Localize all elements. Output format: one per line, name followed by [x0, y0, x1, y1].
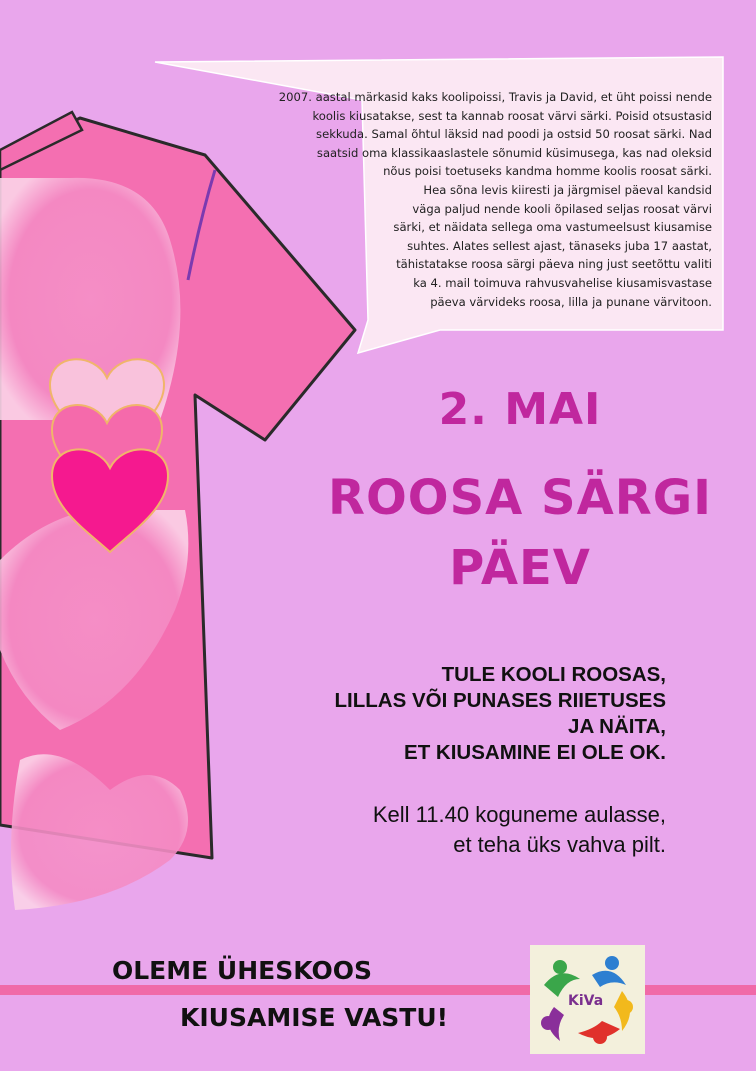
- story-text: [222, 88, 712, 311]
- event-title-line-2: PÄEV: [449, 540, 591, 596]
- kiva-logo-text: KiVa: [568, 993, 604, 1009]
- story-line: Hea sõna levis kiiresti ja järgmisel päeval kandsid: [423, 182, 712, 197]
- story-line: koolis kiusatakse, sest ta kannab roosat värvi särki. Poisid otsustasid: [312, 108, 712, 123]
- info-line: Kell 11.40 koguneme aulasse,: [372, 802, 666, 827]
- story-line: suhtes. Alates sellest ajast, tänaseks juba 17 aastat,: [407, 238, 712, 253]
- story-line: sekkuda. Samal õhtul läksid nad poodi ja ostsid 50 roosat särki. Nad: [316, 127, 712, 142]
- slogan-line-2: KIUSAMISE VASTU!: [180, 1003, 449, 1032]
- kiva-logo: [530, 945, 645, 1054]
- story-line: nõus poisi toetuseks kandma homme koolis roosat särki.: [383, 164, 712, 179]
- story-line: 2007. aastal märkasid kaks koolipoissi, Travis ja David, et üht poissi nende: [278, 90, 712, 104]
- cta-line: TULE KOOLI ROOSAS,: [441, 663, 666, 686]
- cta-line: LILLAS VÕI PUNASES RIIETUSES: [334, 689, 666, 712]
- info-line: et teha üks vahva pilt.: [453, 832, 666, 857]
- story-line: päeva värvideks roosa, lilla ja punane värvitoon.: [430, 294, 712, 309]
- event-title-line-1: ROOSA SÄRGI: [328, 470, 712, 526]
- cta-line: JA NÄITA,: [568, 715, 666, 738]
- story-line: särki, et näidata sellega oma vastumeelsust kiusamise: [393, 220, 712, 235]
- story-line: väga paljud nende kooli õpilased seljas roosat värvi: [412, 201, 712, 216]
- slogan-line-1: OLEME ÜHESKOOS: [112, 956, 372, 985]
- meeting-info: [373, 800, 666, 860]
- call-to-action: [335, 662, 666, 766]
- event-date: 2. MAI: [438, 384, 602, 435]
- cta-line: ET KIUSAMINE EI OLE OK.: [404, 741, 666, 764]
- story-line: ka 4. mail toimuva rahvusvahelise kiusamisvastase: [413, 275, 712, 290]
- story-line: tähistatakse roosa särgi päeva ning just seetõttu valiti: [396, 257, 712, 272]
- story-line: saatsid oma klassikaaslastele sõnumid küsimusega, kas nad oleksid: [316, 145, 712, 160]
